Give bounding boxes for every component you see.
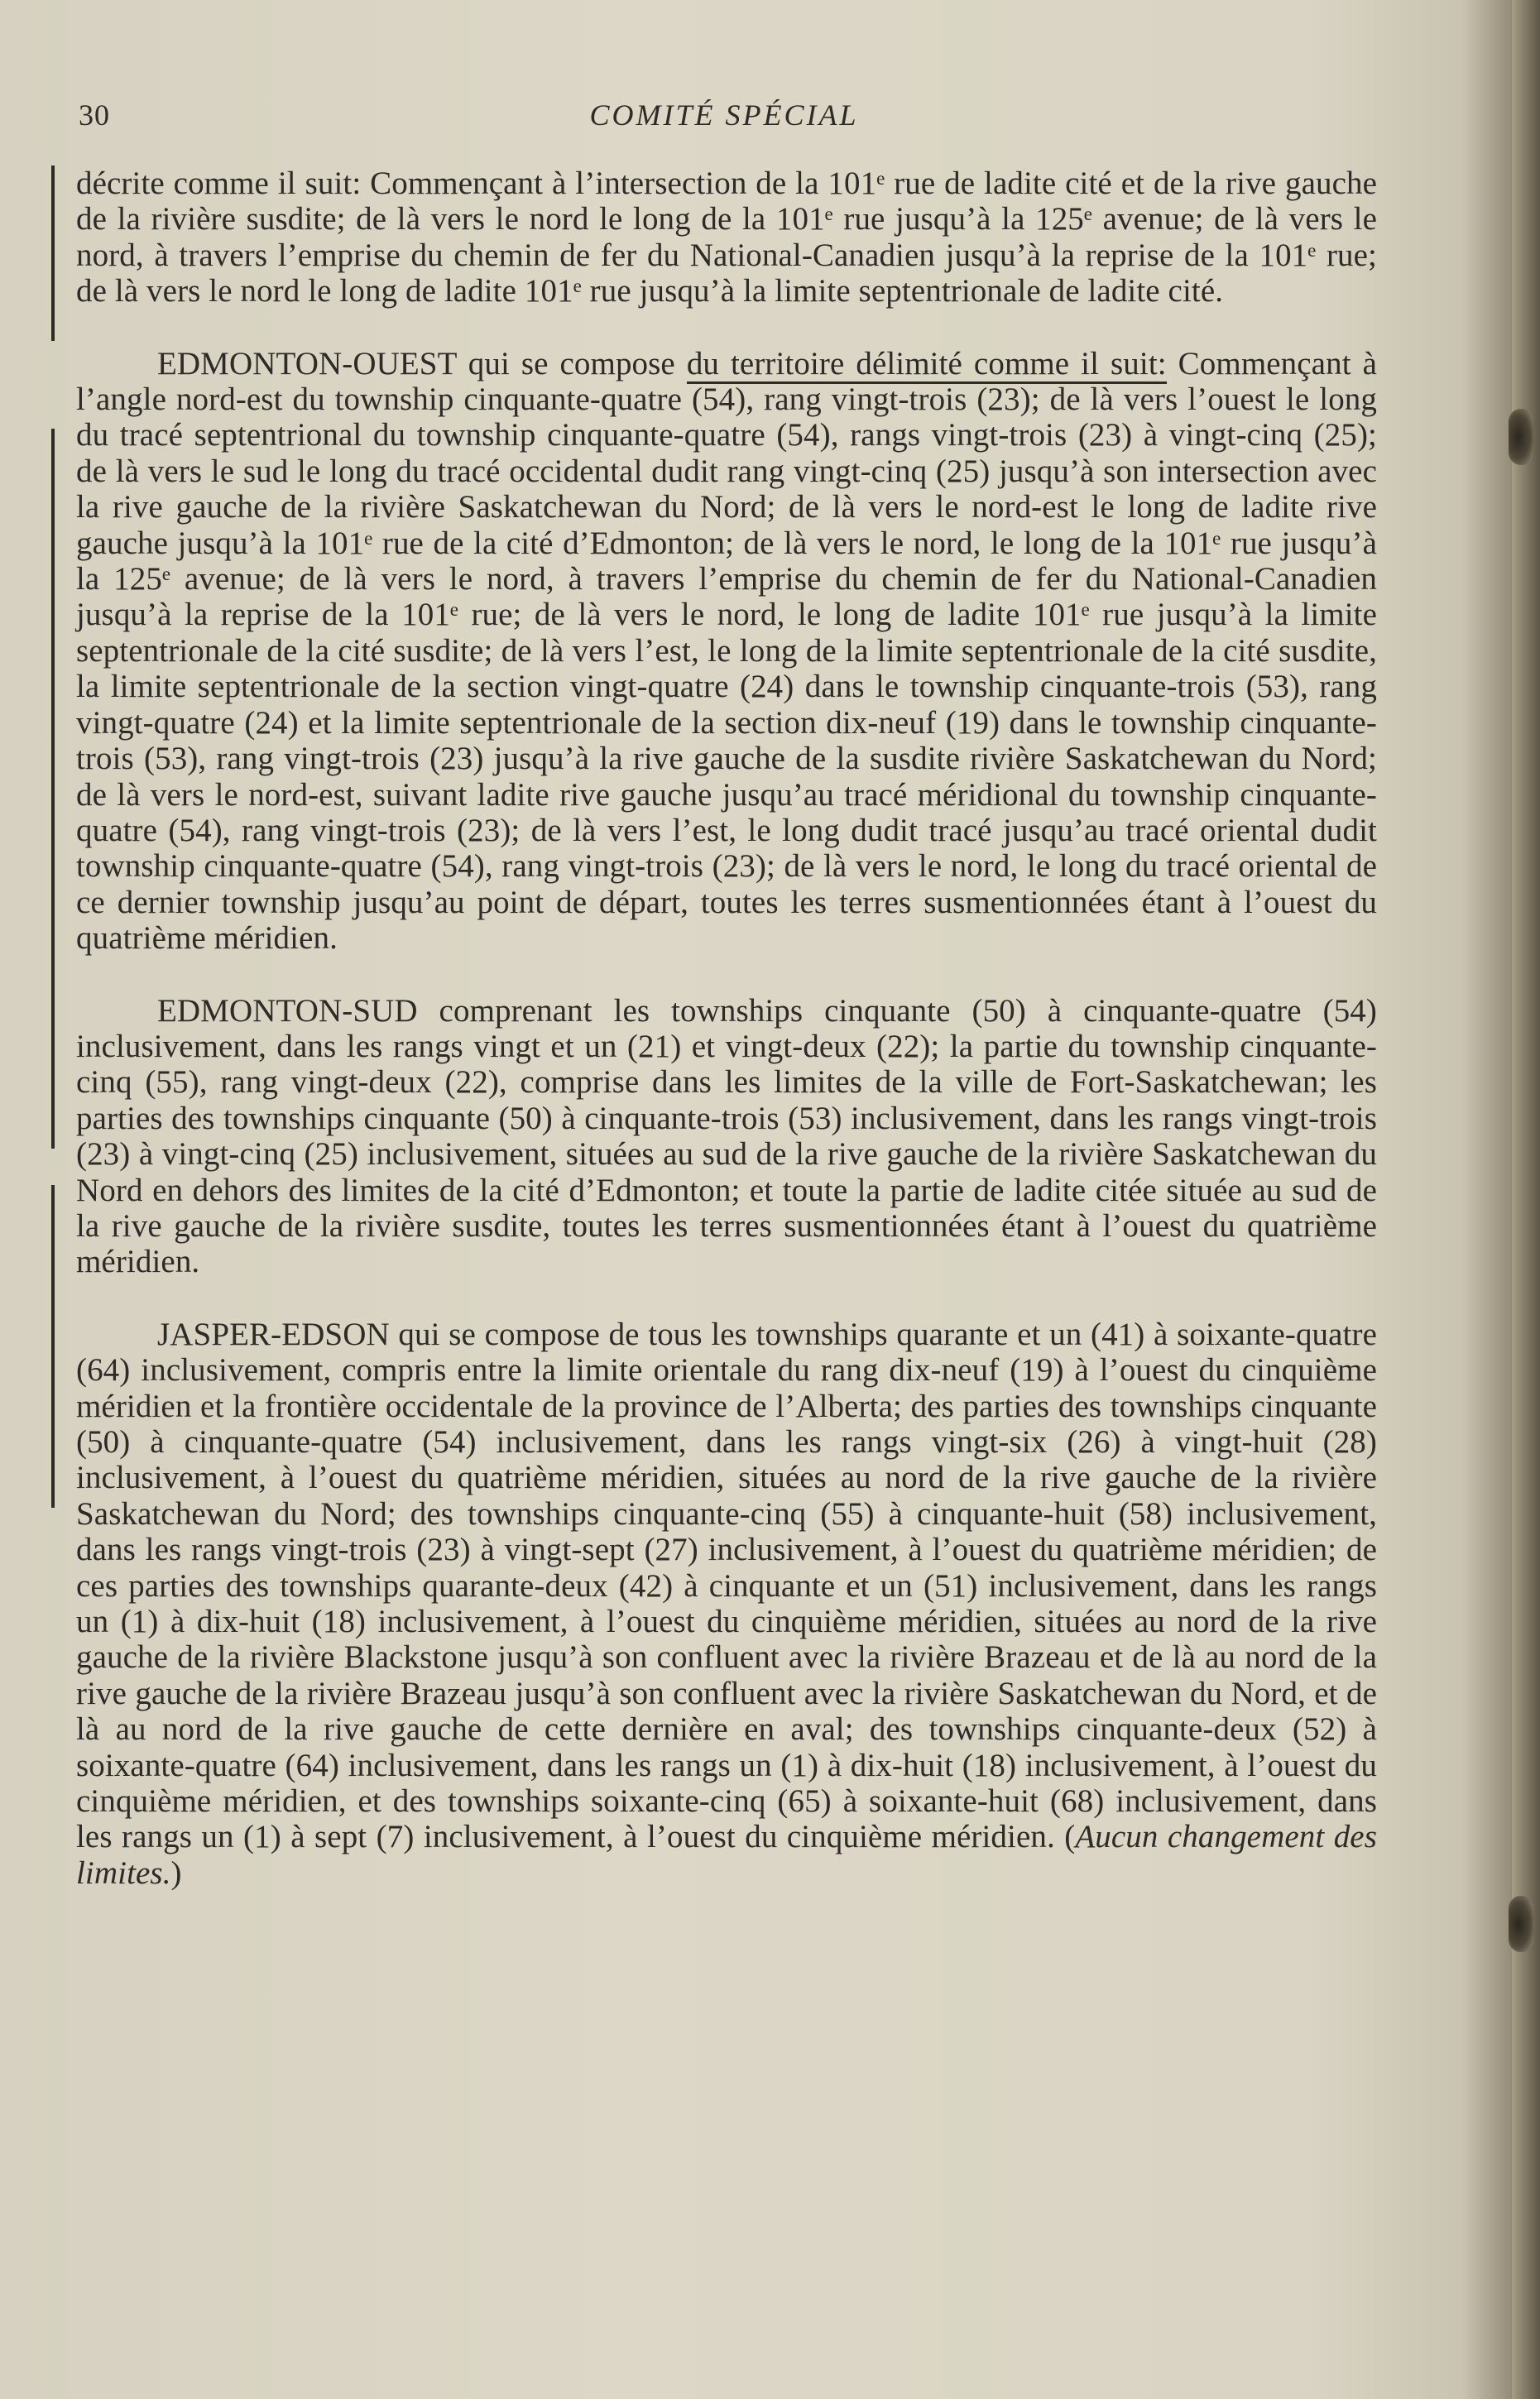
paragraph-text: JASPER-EDSON qui se compose de tous les townships quarante et un (41) à soixante-quatre (64) inclusivement, compris entre la limite orientale du rang dix-neuf (19) à l’ouest du cinquième méridien et la frontière occidentale de la province de l’Alberta; des parties des townships cinquante (50) à cinquante-quatre (54) inclusivement, dans les rangs vingt-six (26) à vingt-huit (28) inclusivement, à l’ouest du quatrième méridien, situées au nord de la rive gauche de la rivière Saskatchewan du Nord; des townships cinquante-cinq (55) à cinquante-huit (58) inclusivement, dans les rangs vingt-trois (23) à vingt-sept (27) inclusivement, à l’ouest du quatrième méridien; de ces parties des townships quarante-deux (42) à cinquante et un (51) inclusivement, dans les rangs un (1) à dix-huit (18) inclusivement, à l’ouest du cinquième méridien, situées au nord de la rive gauche de la rivière Blackstone jusqu’à son confluent avec la rivière Brazeau et de là au nord de la rive gauche de la rivière Brazeau jusqu’à son confluent avec la rivière Saskatchewan du Nord, et de là au nord de la rive gauche de cette dernière en aval; des townships cinquante-deux (52) à soixante-quatre (64) inclusivement, dans les rangs un (1) à dix-huit (18) inclusivement, à l’ouest du cinquième méridien, et des townships soixante-cinq (65) à soixante-huit (68) inclusivement, dans les rangs un (1) à sept (7) inclusivement, à l’ouest du cinquième méridien. ( xyxy=(76,1316,1377,1855)
paragraph-edmonton-sud: EDMONTON-SUD comprenant les townships cinquante (50) à cinquante-quatre (54) inclusivement, dans les rangs vingt et un (21) et vingt-deux (22); la partie du township cinquante-cinq (55), rang vingt-deux (22), comprise dans les limites de la ville de Fort-Saskatchewan; les parties des townships cinquante (50) à cinquante-trois (53) inclusivement, dans les rangs vingt-trois (23) à vingt-cinq (25) inclusivement, situées au sud de la rive gauche de la rivière Saskatchewan du Nord en dehors des limites de la cité d’Edmonton; et toute la partie de ladite citée située au sud de la rive gauche de la rivière susdite, toutes les terres susmentionnées étant à l’ouest du quatrième méridien. xyxy=(76,992,1377,1280)
underlined-text: du territoire délimité comme il suit: xyxy=(687,346,1167,384)
paragraph-edmonton-ouest xyxy=(76,346,1377,957)
binder-hole xyxy=(1509,1896,1533,1952)
margin-revision-bar xyxy=(51,429,55,1149)
margin-revision-bar xyxy=(51,1185,55,1508)
paragraph-text: Commençant à l’angle nord-est du township cinquante-quatre (54), rang vingt-trois (23); de là vers l’ouest le long du tracé septentrional du township cinquante-quatre (54), rangs vingt-trois (23) à vingt-cinq (25); de là vers le sud le long du tracé occidental dudit rang vingt-cinq (25) jusqu’à son intersection avec la rive gauche de la rivière Saskatchewan du Nord; de là vers le nord-est le long de ladite rive gauche jusqu’à la 101ᵉ rue de la cité d’Edmonton; de là vers le nord, le long de la 101ᵉ rue jusqu’à la 125ᵉ avenue; de là vers le nord, à travers l’emprise du chemin de fer du National-Canadien jusqu’à la reprise de la 101ᵉ rue; de là vers le nord, le long de ladite 101ᵉ rue jusqu’à la limite septentrionale de la cité susdite; de là vers l’est, le long de la limite septentrionale de la cité susdite, la limite septentrionale de la section vingt-quatre (24) dans le township cinquante-trois (53), rang vingt-quatre (24) et la limite septentrionale de la section dix-neuf (19) dans le township cinquante-trois (53), rang vingt-trois (23) jusqu’à la rive gauche de la susdite rivière Saskatchewan du Nord; de là vers le nord-est, suivant ladite rive gauche jusqu’au tracé méridional du township cinquante-quatre (54), rang vingt-trois (23); de là vers l’est, le long dudit tracé jusqu’au tracé oriental dudit township cinquante-quatre (54), rang vingt-trois (23); de là vers le nord, le long du tracé oriental de ce dernier township jusqu’au point de départ, toutes les terres susmentionnées étant à l’ouest du quatrième méridien. xyxy=(76,345,1378,957)
paragraph-text: EDMONTON-OUEST qui se compose xyxy=(157,345,687,381)
page-header xyxy=(79,98,1370,139)
paragraph-jasper-edson xyxy=(76,1317,1377,1892)
page-number: 30 xyxy=(79,98,110,132)
paragraph-text: ) xyxy=(170,1854,182,1891)
running-head: COMITÉ SPÉCIAL xyxy=(589,98,859,132)
page-body xyxy=(76,166,1377,1927)
paragraph-continuation: décrite comme il suit: Commençant à l’intersection de la 101ᵉ rue de ladite cité et de la rive gauche de la rivière susdite; de là vers le nord le long de la 101ᵉ rue jusqu’à la 125ᵉ avenue; de là vers le nord, à travers l’emprise du chemin de fer du National-Canadien jusqu’à la reprise de la 101ᵉ rue; de là vers le nord le long de ladite 101ᵉ rue jusqu’à la limite septentrionale de ladite cité. xyxy=(76,166,1377,309)
page-binding-edge xyxy=(1512,0,1540,2399)
italic-note: Aucun changement des limites. xyxy=(76,1819,1377,1891)
margin-revision-bar xyxy=(51,166,55,341)
binder-hole xyxy=(1509,409,1533,465)
